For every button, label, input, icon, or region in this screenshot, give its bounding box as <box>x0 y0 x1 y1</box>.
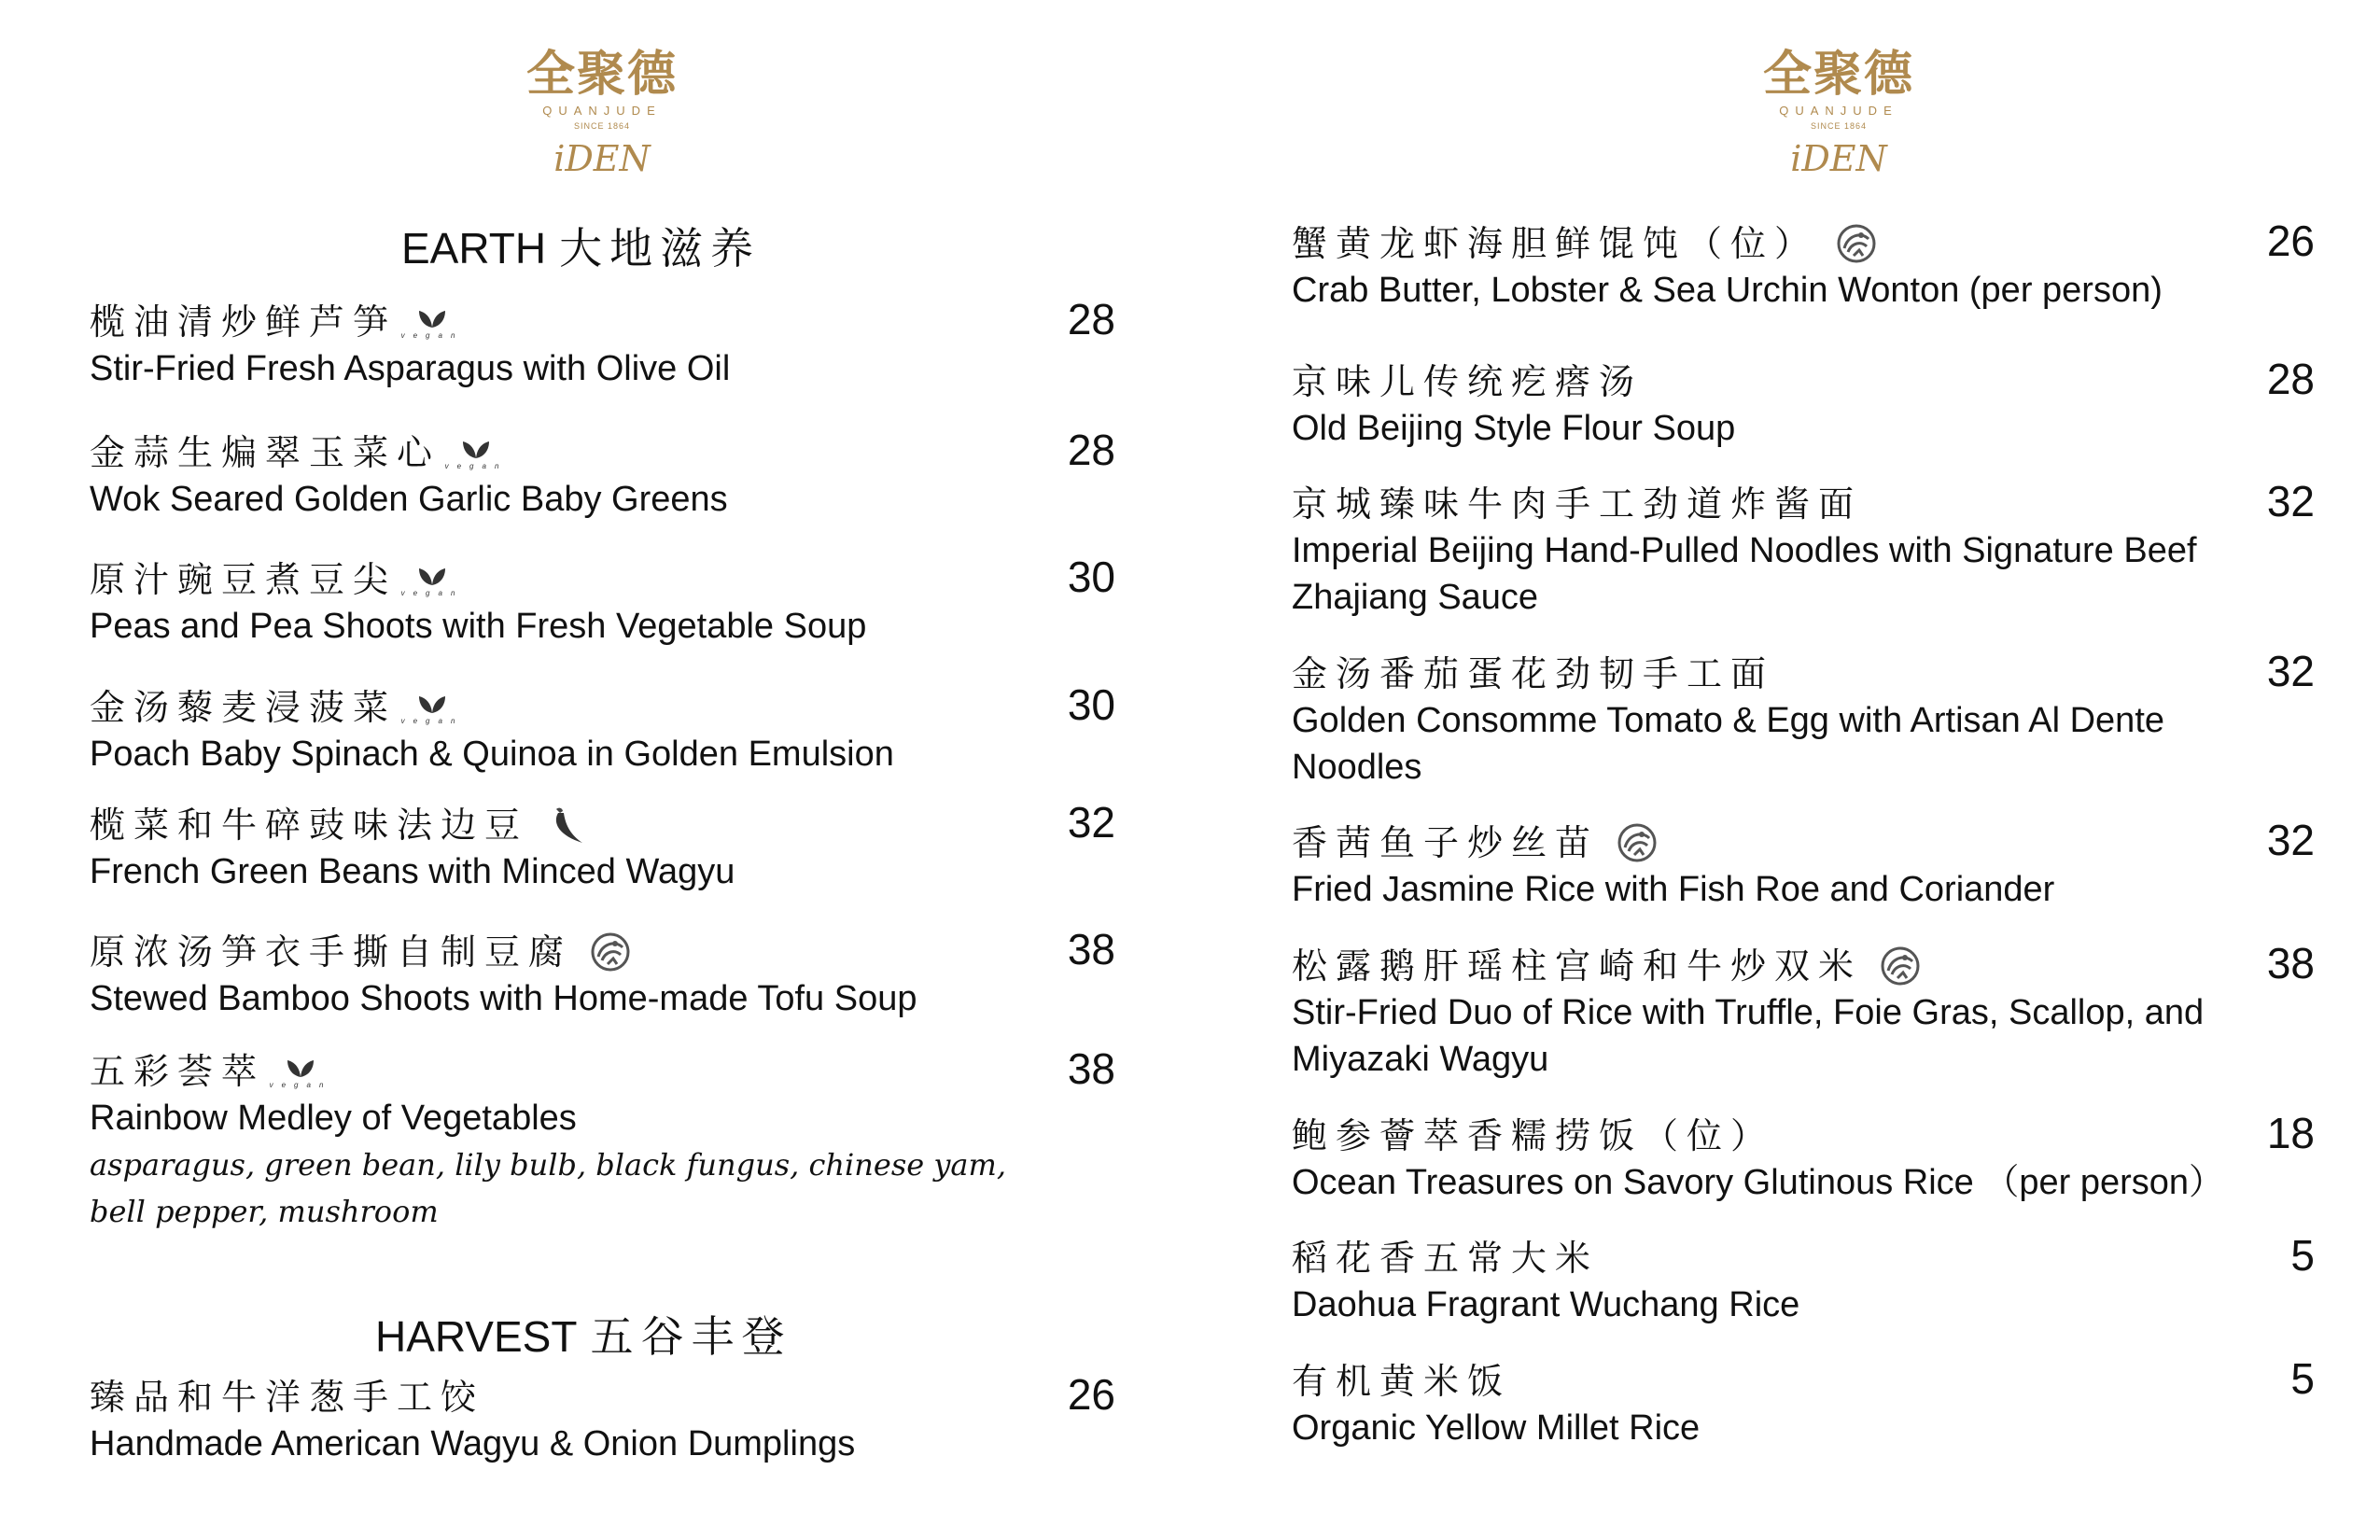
dish-price: 30 <box>1067 680 1115 729</box>
dish-name-cn-text: 京味儿传统疙瘩汤 <box>1292 361 1644 402</box>
menu-item <box>90 802 1032 895</box>
dish-name-en: Old Beijing Style Flour Soup <box>1292 409 1736 448</box>
dish-name-cn <box>1292 651 2272 697</box>
dish-price: 28 <box>2266 355 2315 403</box>
dish-name-cn-text: 稻花香五常大米 <box>1292 1238 1600 1279</box>
dish-name-en: Rainbow Medley of Vegetables <box>90 1099 577 1138</box>
dish-name-cn-text: 蟹黄龙虾海胆鲜馄饨（位） <box>1292 223 1819 264</box>
menu-item <box>90 299 1032 392</box>
dish-price: 5 <box>2290 1354 2315 1403</box>
dish-name-en: Stir-Fried Fresh Asparagus with Olive Oil <box>90 349 731 388</box>
logo-since: SINCE 1864 <box>573 121 631 131</box>
menu-item <box>1292 1113 2272 1206</box>
dish-price: 26 <box>2266 217 2315 265</box>
svg-text:vegan: vegan <box>400 331 464 340</box>
dish-price: 30 <box>1067 553 1115 601</box>
dish-price: 38 <box>2266 939 2315 987</box>
dish-name-cn-text: 五彩荟萃 <box>90 1051 266 1092</box>
dish-name-cn <box>90 1374 1032 1421</box>
dish-price: 32 <box>2266 647 2315 695</box>
dish-name-cn <box>1292 1235 2272 1281</box>
menu-item <box>1292 1358 2272 1451</box>
dish-name-cn-text: 有机黄米饭 <box>1292 1361 1512 1402</box>
dish-name-en: Daohua Fragrant Wuchang Rice <box>1292 1285 1800 1324</box>
earth-title-cn: 大地滋养 <box>559 223 762 273</box>
menu-item <box>1292 651 2272 791</box>
dish-name-cn <box>90 299 1032 345</box>
signature-icon <box>1616 821 1659 864</box>
menu-item <box>90 1374 1032 1467</box>
dish-price: 38 <box>1067 925 1115 973</box>
dish-name-cn <box>1292 819 2272 866</box>
svg-text:vegan: vegan <box>269 1081 332 1089</box>
dish-name-cn-text: 京城臻味牛肉手工劲道炸酱面 <box>1292 483 1863 525</box>
dish-price: 28 <box>1067 295 1115 343</box>
dish-name-en: Imperial Beijing Hand-Pulled Noodles with Signature Beef Zhajiang Sauce <box>1292 531 2197 617</box>
dish-name-cn-text: 原汁豌豆煮豆尖 <box>90 559 398 600</box>
harvest-section-title <box>375 1309 791 1365</box>
dish-price: 32 <box>2266 477 2315 525</box>
logo-english-name: QUANJUDE <box>542 104 662 118</box>
menu-item <box>90 556 1032 650</box>
dish-name-cn-text: 原浓汤笋衣手撕自制豆腐 <box>90 931 573 973</box>
dish-name-cn <box>90 1048 1032 1095</box>
svg-text:vegan: vegan <box>444 462 508 470</box>
earth-section-title <box>401 220 761 276</box>
dish-name-en: Ocean Treasures on Savory Glutinous Rice （per person） <box>1292 1163 2225 1202</box>
menu-item <box>90 1048 1032 1235</box>
dish-name-en: French Green Beans with Minced Wagyu <box>90 852 735 891</box>
vegan-icon <box>269 1053 332 1090</box>
dish-name-cn <box>1292 220 2272 267</box>
dish-name-cn <box>1292 1358 2272 1405</box>
vegan-icon <box>400 561 464 598</box>
earth-title-en: EARTH <box>401 224 547 273</box>
dish-name-cn-text: 臻品和牛洋葱手工饺 <box>90 1377 485 1418</box>
restaurant-logo-left <box>509 47 695 179</box>
signature-icon <box>589 931 632 973</box>
dish-price: 32 <box>1067 798 1115 847</box>
dish-name-cn-text: 榄油清炒鲜芦笋 <box>90 301 398 343</box>
dish-name-cn-text: 金蒜生煸翠玉菜心 <box>90 432 441 473</box>
signature-icon <box>1835 222 1878 265</box>
dish-price: 26 <box>1067 1370 1115 1419</box>
dish-price: 28 <box>1067 426 1115 474</box>
dish-name-cn-text: 金汤藜麦浸菠菜 <box>90 687 398 728</box>
dish-name-cn <box>1292 1113 2272 1159</box>
vegan-icon <box>400 303 464 341</box>
menu-item <box>1292 943 2272 1083</box>
dish-name-cn <box>90 429 1032 476</box>
dish-name-en: Poach Baby Spinach & Quinoa in Golden Emulsion <box>90 735 894 774</box>
dish-name-cn <box>1292 358 2272 405</box>
logo-since: SINCE 1864 <box>1810 121 1868 131</box>
restaurant-logo-right <box>1745 47 1932 179</box>
menu-item <box>1292 819 2272 913</box>
dish-name-en: Peas and Pea Shoots with Fresh Vegetable Soup <box>90 607 867 646</box>
dish-name-cn-text: 金汤番茄蛋花劲韧手工面 <box>1292 653 1775 694</box>
svg-text:vegan: vegan <box>400 717 464 725</box>
vegan-icon <box>400 689 464 726</box>
dish-price: 18 <box>2266 1109 2315 1157</box>
dish-name-cn <box>90 802 1032 848</box>
dish-name-cn <box>1292 943 2272 989</box>
chili-icon <box>545 804 588 847</box>
dish-name-cn <box>90 556 1032 603</box>
dish-name-en: Organic Yellow Millet Rice <box>1292 1408 1701 1448</box>
dish-price: 38 <box>1067 1044 1115 1093</box>
dish-name-en: Fried Jasmine Rice with Fish Roe and Coriander <box>1292 870 2055 909</box>
harvest-title-cn: 五谷丰登 <box>590 1311 792 1362</box>
menu-item <box>1292 1235 2272 1328</box>
dish-price: 32 <box>2266 816 2315 864</box>
dish-name-cn-text: 鲍参薈萃香糯捞饭（位） <box>1292 1115 1775 1156</box>
dish-name-en: Golden Consomme Tomato & Egg with Artisan Al Dente Noodles <box>1292 701 2165 787</box>
logo-english-name: QUANJUDE <box>1779 104 1898 118</box>
menu-item <box>1292 220 2272 314</box>
logo-chinese-name: 全聚德 <box>1762 46 1914 103</box>
menu-item <box>90 684 1032 777</box>
dish-name-cn <box>1292 481 2272 527</box>
dish-name-cn-text: 香茜鱼子炒丝苗 <box>1292 822 1600 863</box>
menu-item <box>1292 358 2272 452</box>
vegan-icon <box>444 434 508 471</box>
dish-name-en: Crab Butter, Lobster & Sea Urchin Wonton (per person) <box>1292 271 2163 310</box>
dish-name-en: Handmade American Wagyu & Onion Dumplings <box>90 1424 856 1463</box>
dish-name-en: Stewed Bamboo Shoots with Home-made Tofu Soup <box>90 979 917 1018</box>
dish-name-en: Wok Seared Golden Garlic Baby Greens <box>90 480 728 519</box>
dish-name-cn-text: 松露鹅肝瑶柱宫崎和牛炒双米 <box>1292 945 1863 987</box>
signature-icon <box>1879 945 1922 987</box>
menu-item <box>1292 481 2272 621</box>
dish-name-cn <box>90 684 1032 731</box>
menu-item <box>90 929 1032 1022</box>
dish-price: 5 <box>2290 1231 2315 1280</box>
dish-description: asparagus, green bean, lily bulb, black fungus, chinese yam, bell pepper, mushroom <box>90 1147 1007 1229</box>
logo-chinese-name: 全聚德 <box>525 46 678 103</box>
dish-name-en: Stir-Fried Duo of Rice with Truffle, Foie Gras, Scallop, and Miyazaki Wagyu <box>1292 993 2205 1079</box>
dish-name-cn <box>90 929 1032 975</box>
harvest-title-en: HARVEST <box>375 1312 578 1361</box>
svg-text:vegan: vegan <box>400 589 464 597</box>
logo-sub-brand: iDEN <box>553 138 651 179</box>
dish-name-cn-text: 榄菜和牛碎豉味法边豆 <box>90 805 529 846</box>
logo-sub-brand: iDEN <box>1790 138 1887 179</box>
menu-item <box>90 429 1032 523</box>
